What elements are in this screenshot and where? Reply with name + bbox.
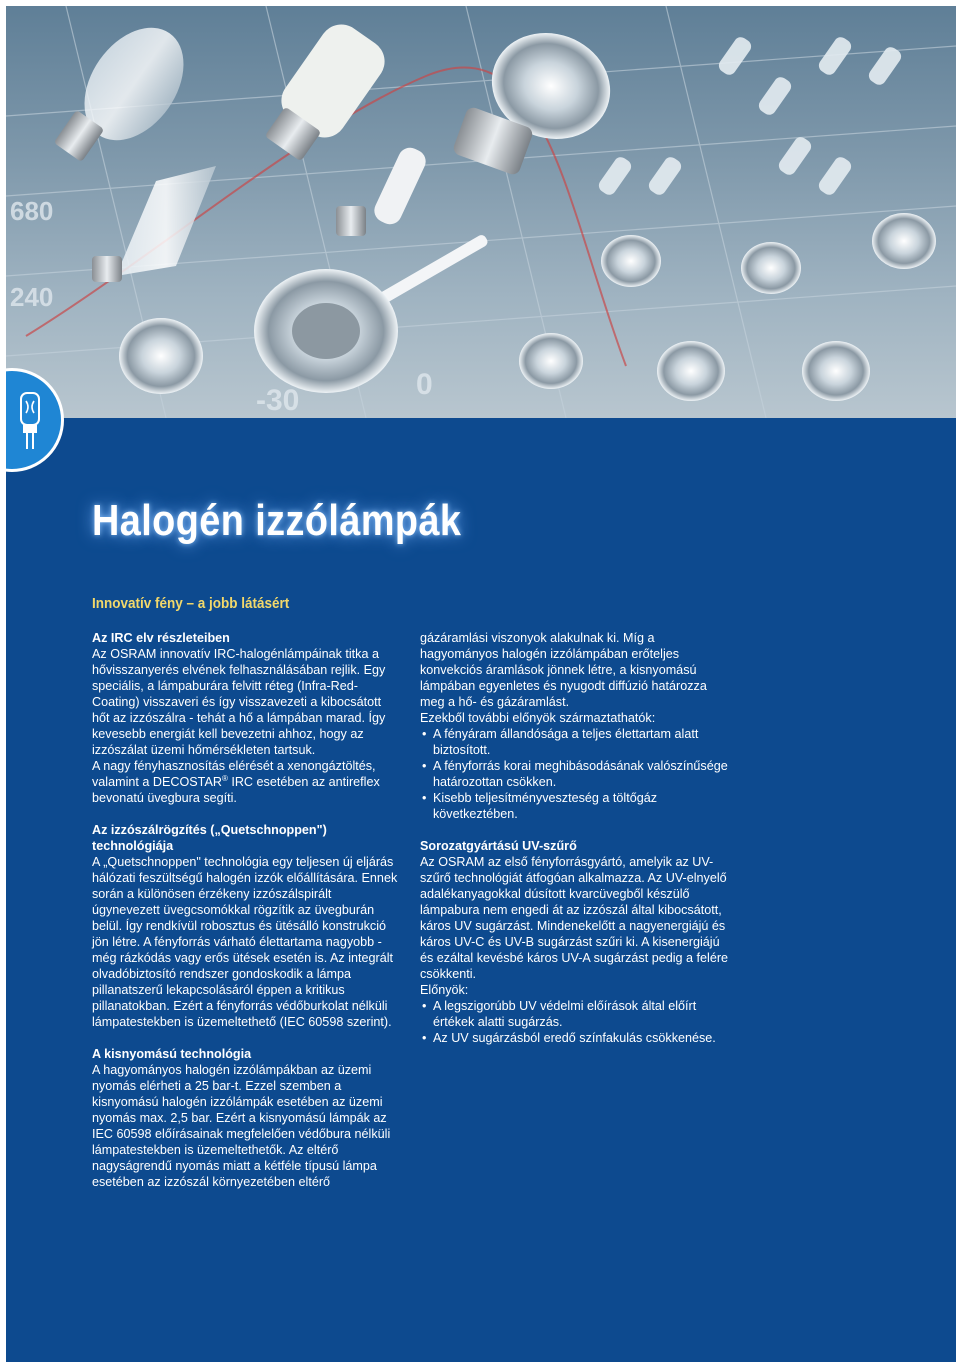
page-subtitle: Innovatív fény – a jobb látásért bbox=[92, 595, 290, 612]
axis-number: -30 bbox=[256, 384, 300, 417]
advantages-list bbox=[420, 726, 730, 822]
list-item: • A fényforrás korai meghibásodásának valószínűsége határozottan csökken. bbox=[420, 758, 730, 790]
section-heading: A kisnyomású technológia bbox=[92, 1047, 252, 1061]
blue-panel bbox=[6, 6, 956, 1362]
pin-lamp-icon bbox=[336, 144, 430, 236]
right-column bbox=[420, 630, 730, 1062]
list-item: • Az UV sugárzásból eredő színfakulás csökkenése. bbox=[420, 1030, 730, 1046]
irc-section bbox=[92, 630, 402, 806]
section-heading: Sorozatgyártású UV-szűrő bbox=[420, 839, 577, 853]
uv-advantages-list bbox=[420, 998, 730, 1046]
paragraph: A „Quetschnoppen" technológia egy teljesen új eljárás hálózati feszültségű halogén izzók előállítására. Ennek során a különösen érzékeny izzószálspirált úgynevezett üvegcsomókkal rögzítik az üvegburán belül. Így rendkívül robosztus és ütésálló konstrukció jön létre. A fényforrás várható élettartama nagyobb - még rázkódás vagy erős ütések esetén is. Az integrált olvadóbiztosító rendszer gondoskodik a lámpa pillanatszerű lekapcsolásáról éppen a kritikus pillanatokban. Ezért a fényforrás védőburkolat nélküli lámpatestekben is üzemeltethető (IEC 60598 szerint). bbox=[92, 855, 398, 1029]
axis-number: 0 bbox=[416, 368, 433, 401]
paragraph: Az OSRAM innovatív IRC-halogénlámpáinak titka a hővisszanyerés elvének felhasználásában rejlik. Egy speciális, a lámpaburára felvitt réteg (Infra-Red-Coating) visszaveri és így visszavezeti a kibocsátott hőt az izzószálra - tehát a hő a lámpában marad. Így kevesebb energiát kell bevezetni ahhoz, hogy az izzószálat üzemi hőmérsékleten tartsuk. bbox=[92, 647, 386, 757]
paragraph: A hagyományos halogén izzólámpákban az üzemi nyomás elérheti a 25 bar-t. Ezzel szemben a kisnyomású halogén izzólámpák esetében az üzemi nyomás max. 2,5 bar. Ezért a kisnyomású lámpák az IEC 60598 előírásainak megfelelően védőbura nélküli lámpatestekben is üzemeltethetők. Az eltérő nagyságrendű nyomás miatt a kétféle típusú lámpa esetében az izzószál környezetében eltérő bbox=[92, 1063, 391, 1189]
list-item: • A fényáram állandósága a teljes élettartam alatt biztosított. bbox=[420, 726, 730, 758]
section-heading: Az IRC elv részleteiben bbox=[92, 631, 230, 645]
paragraph: Az OSRAM az első fényforrásgyártó, amelyik az UV-szűrő technológiát átfogóan alkalmazza. Az UV-elnyelő adalékanyagokkal dúsított kvarcüvegből készülő lámpabura nem engedi át az izzószál által kibocsátott, káros UV sugárzást. Mindenekelőtt a nagyenergiájú és káros UV-C és UV-B sugárzást szűri ki. A kisenergiájú és ezáltal kevésbé káros UV-A sugárzást pedig a felére csökkenti. bbox=[420, 855, 729, 981]
paragraph-text: IRC esetében az antireflex bevonatú üvegbura segíti. bbox=[92, 775, 380, 805]
clear-bulb-icon bbox=[54, 9, 204, 162]
halogen-capsule-icon bbox=[19, 391, 41, 451]
photo-illustration bbox=[6, 6, 956, 418]
list-item: • Kisebb teljesítményveszteség a töltőgáz következtében. bbox=[420, 790, 730, 822]
list-item: • A legszigorúbb UV védelmi előírások által előírt értékek alatti sugárzás. bbox=[420, 998, 730, 1030]
quetschnoppen-section bbox=[92, 822, 402, 1030]
capsule-lamps-icon bbox=[596, 34, 904, 197]
axis-number: 240 bbox=[10, 282, 54, 312]
crystal-bulb-icon bbox=[92, 166, 216, 282]
uv-filter-section bbox=[420, 838, 730, 1046]
paragraph bbox=[92, 758, 402, 806]
paragraph: gázáramlási viszonyok alakulnak ki. Míg a hagyományos halogén izzólámpában erőteljes konvekciós áramlások jönnek létre, a kisnyomású lámpában egyenletes és nyugodt diffúzió határozza meg a hő- és gázáramlást. bbox=[420, 631, 707, 709]
paragraph-text: A nagy fényhasznosítás elérését a xenongáztöltés, valamint a DECOSTAR bbox=[92, 759, 376, 789]
aluminium-reflector-icon bbox=[119, 269, 398, 394]
continuation-section bbox=[420, 630, 730, 822]
axis-number: 680 bbox=[10, 196, 54, 226]
paragraph: Előnyök: bbox=[420, 983, 469, 997]
page-title: Halogén izzólámpák bbox=[92, 496, 462, 545]
paragraph: Ezekből további előnyök származtathatók: bbox=[420, 711, 656, 725]
halogen-lamps-photo bbox=[6, 6, 956, 418]
registered-mark: ® bbox=[221, 773, 228, 783]
low-pressure-section bbox=[92, 1046, 402, 1190]
mr16-lamps-icon bbox=[519, 213, 936, 401]
left-column bbox=[92, 630, 402, 1206]
section-heading: Az izzószálrögzítés („Quetschnoppen") technológiája bbox=[92, 823, 327, 853]
